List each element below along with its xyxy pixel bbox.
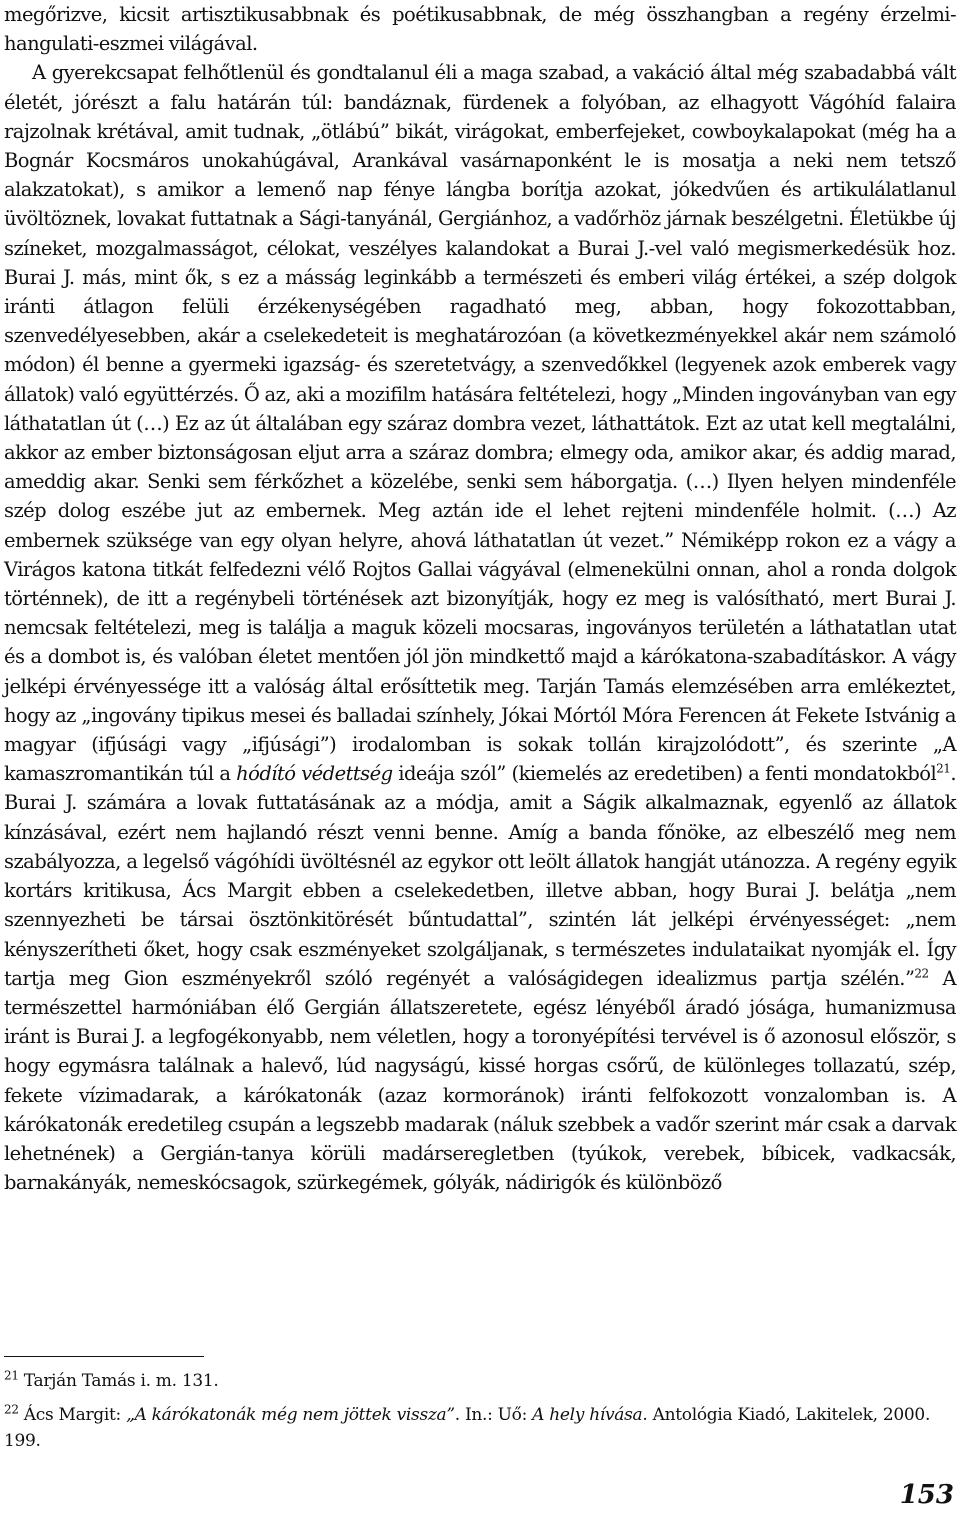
page-number: 153 (899, 1480, 954, 1510)
footnote-divider (4, 1356, 204, 1357)
paragraph-2-text-b: ideája szól” (kiemelés az eredetiben) a fenti mondatokból (392, 762, 937, 786)
paragraph-2 (4, 58, 956, 1197)
footnote-22-post: . Antológia Kiadó, Lakitelek, 2000. 199. (4, 1405, 931, 1451)
footnote-22 (4, 1402, 956, 1454)
paragraph-1-text: megőrizve, kicsit artisztikusabbnak és poétikusabbnak, de még összhangban a regény érzelmi-hangulati-eszmei világával. (4, 3, 956, 56)
document-page (4, 0, 956, 1520)
main-text (4, 0, 956, 1197)
paragraph-1 (4, 0, 956, 58)
footnote-22-pre: Ács Margit: (18, 1405, 127, 1425)
footnote-21 (4, 1368, 956, 1394)
footnote-number-22: 22 (4, 1402, 19, 1417)
paragraph-2-text-d: A természettel harmóniában élő Gergián állatszeretete, egész lényéből áradó jósága, humanizmusa iránt is Burai J. a legfogékonyabb, nem véletlen, hogy a toronyépítési tervével is ő azonosul először, s hogy egymásra találnak a halevő, lúd nagyságú, kissé horgas csőrű, de különleges tollazatú, szép, fekete vízimadarak, a kárókatonák (azaz kormoránok) iránti felfokozott vonzalomban is. A kárókatonák eredetileg csupán a legszebb madarak (náluk szebbek a vadőr szerint már csak a darvak lehetnének) a Gergián-tanya körüli madárseregletben (tyúkok, verebek, bíbicek, vadkacsák, barnakányák, nemeskócsagok, szürkegémek, gólyák, nádirigók és különböző (4, 966, 956, 1195)
footnote-ref-21[interactable]: 21 (936, 761, 951, 776)
footnote-22-title: „A kárókatonák még nem jöttek vissza” (126, 1405, 455, 1425)
footnote-22-mid: . In.: Uő: (454, 1405, 533, 1425)
footnote-number-21: 21 (4, 1368, 19, 1383)
emphasis-hodito-vedettseg: hódító védettség (236, 762, 393, 786)
paragraph-2-text-c: . Burai J. számára a lovak futtatásának az a módja, amit a Ságik alkalmaznak, egyenlő az állatok kínzásával, ezért nem hajlandó részt venni benne. Amíg a banda főnöke, az elbeszélő meg nem szabályozza, a legelső vágóhídi üvöltésnél az egykor ott leölt állatok hangját utánozza. A regény egyik kortárs kritikusa, Ács Margit ebben a cselekedetben, illetve abban, hogy Burai J. belátja „nem szennyezheti be társai ösztönkitörését bűntudattal”, szintén lát jelképi érvényességet: „nem kényszerítheti őket, hogy csak eszményeket szolgáljanak, s természetes indulataikat nyomják el. Így tartja meg Gion eszményekről szóló regényét a valóságidegen idealizmus partja szélén.” (4, 762, 956, 990)
footnote-21-text: Tarján Tamás i. m. 131. (18, 1371, 219, 1391)
paragraph-2-text-a: A gyerekcsapat felhőtlenül és gondtalanul éli a maga szabad, a vakáció által még szabadabbá vált életét, jórészt a falu határán túl: bandáznak, fürdenek a folyóban, az elhagyott Vágóhíd falaira rajzolnak krétával, amit tudnak, „ötlábú” bikát, virágokat, emberfejeket, cowboykalapokat (még ha a Bognár Kocsmáros unokahúgával, Arankával vasárnaponként le is mosatja a neki nem tetsző alakzatokat), s amikor a lemenő nap fénye lángba borítja azokat, jókedvűen és artikulálatlanul üvöltöznek, lovakat futtatnak a Sági-tanyánál, Gergiánhoz, a vadőrhöz járnak beszélgetni. Életükbe új színeket, mozgalmasságot, célokat, veszélyes kalandokat a Burai J.-vel való megismerkedésük hoz. Burai J. más, mint ők, s ez a másság leginkább a természeti és emberi világ értékei, a szép dolgok iránti átlagon felüli érzékenységében ragadható meg, abban, hogy fokozottabban, szenvedélyesebben, akár a cselekedeteit is meghatározóan (a következményekkel akár nem számoló módon) él benne a gyermeki igazság- és szeretetvágy, a szenvedőkkel (legyenek azok emberek vagy állatok) való együttérzés. Ő az, aki a mozifilm hatására feltételezi, hogy „Minden ingoványban van egy láthatatlan út (…) Ez az út általában egy száraz dombra vezet, láthattátok. Ezt az utat kell megtalálni, akkor az ember biztonságosan eljut arra a száraz dombra; elmegy oda, amikor akar, és addig marad, ameddig akar. Senki sem férkőzhet a közelébe, senki sem háborgatja. (…) Ilyen helyen mindenféle szép dolog eszébe jut az embernek. Meg aztán ide el lehet rejteni mindenféle holmit. (…) Az embernek szüksége van egy olyan helyre, ahová láthatatlan út vezet.” Némiképp rokon ez a vágy a Virágos katona titkát felfedezni vélő Rojtos Gallai vágyával (elmenekülni onnan, ahol a ronda dolgok történnek), de itt a regénybeli történések azt bizonyítják, hogy ez meg is valósítható, mert Burai J. nemcsak feltételezi, meg is találja a maguk közeli mocsaras, ingoványos területén a láthatatlan utat és a dombot is, és valóban életet mentően jól jön mindkettő majd a kárókatona-szabadításkor. A vágy jelképi érvényessége itt a valóság által erősíttetik meg. Tarján Tamás elemzésében arra emlékeztet, hogy az „ingovány tipikus mesei és balladai színhely, Jókai Mórtól Móra Ferencen át Fekete Istvánig a magyar (ifjúsági vagy „ifjúsági”) irodalomban is sokak tollán kirajzolódott”, és szerinte „A kamaszromantikán túl a (4, 61, 956, 786)
footnote-ref-22[interactable]: 22 (914, 966, 929, 981)
footnotes (4, 1368, 956, 1462)
footnote-22-book-title: A hely hívása (532, 1405, 643, 1425)
